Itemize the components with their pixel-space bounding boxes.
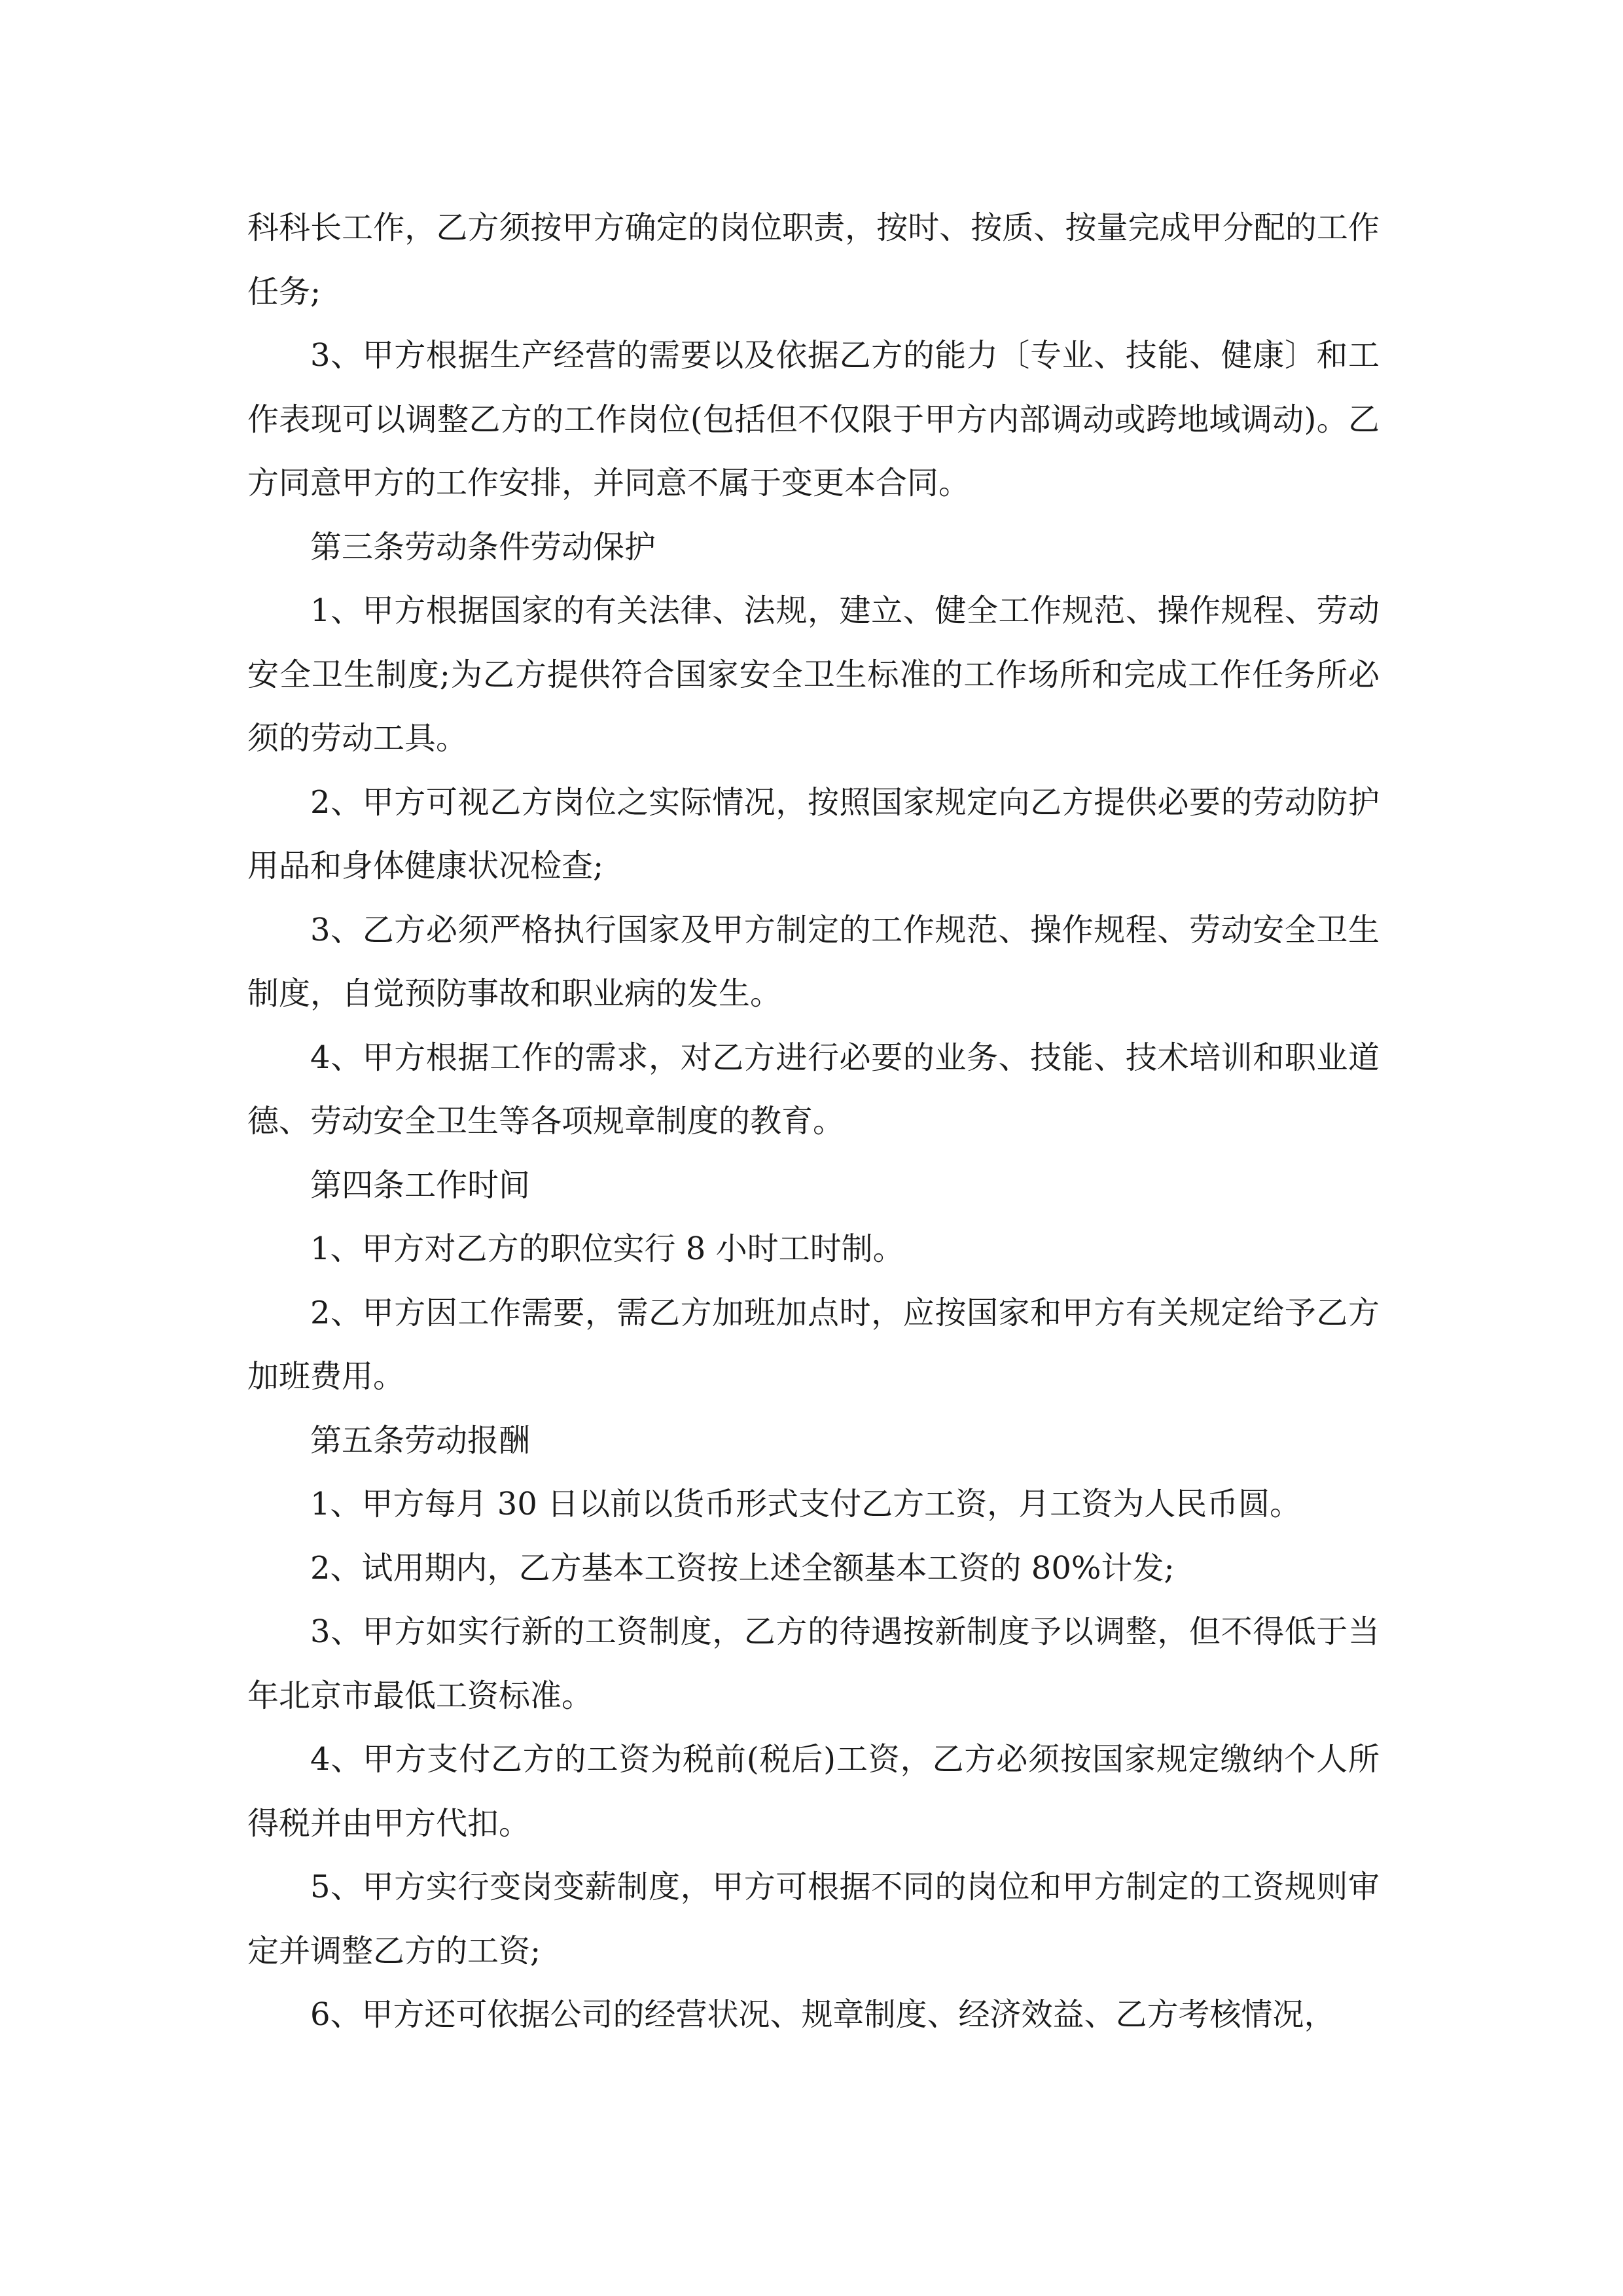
paragraph-clause-5-4: 4、甲方支付乙方的工资为税前(税后)工资，乙方必须按国家规定缴纳个人所得税并由甲方代扣。 — [247, 1741, 1380, 1842]
paragraph-clause-5-1: 1、甲方每月 30 日以前以货币形式支付乙方工资，月工资为人民币圆。 — [310, 1486, 1302, 1522]
paragraph-clause-4-1: 1、甲方对乙方的职位实行 8 小时工时制。 — [310, 1230, 904, 1267]
paragraph-clause-3-4: 4、甲方根据工作的需求，对乙方进行必要的业务、技能、技术培训和职业道德、劳动安全卫生等各项规章制度的教育。 — [247, 1039, 1380, 1139]
paragraph-clause-3-3: 3、乙方必须严格执行国家及甲方制定的工作规范、操作规程、劳动安全卫生制度，自觉预防事故和职业病的发生。 — [247, 911, 1380, 1012]
section-heading-article-5: 第五条劳动报酬 — [310, 1422, 531, 1459]
section-heading-article-3: 第三条劳动条件劳动保护 — [310, 528, 656, 565]
paragraph-clause-3-1: 1、甲方根据国家的有关法律、法规，建立、健全工作规范、操作规程、劳动安全卫生制度;为乙方提供符合国家安全卫生标准的工作场所和完成工作任务所必须的劳动工具。 — [247, 592, 1380, 757]
paragraph-clause-2-3: 3、甲方根据生产经营的需要以及依据乙方的能力〔专业、技能、健康〕和工作表现可以调整乙方的工作岗位(包括但不仅限于甲方内部调动或跨地域调动)。乙方同意甲方的工作安排，并同意不属于变更本合同。 — [247, 337, 1380, 501]
paragraph-clause-5-6: 6、甲方还可依据公司的经营状况、规章制度、经济效益、乙方考核情况， — [310, 1996, 1336, 2033]
paragraph-clause-5-2: 2、试用期内，乙方基本工资按上述全额基本工资的 80%计发; — [310, 1549, 1175, 1587]
paragraph-clause-5-5: 5、甲方实行变岗变薪制度，甲方可根据不同的岗位和甲方制定的工资规则审定并调整乙方的工资; — [247, 1869, 1380, 1969]
paragraph-clause-3-2: 2、甲方可视乙方岗位之实际情况，按照国家规定向乙方提供必要的劳动防护用品和身体健康状况检查; — [247, 783, 1380, 884]
paragraph-continuation: 科科长工作，乙方须按甲方确定的岗位职责，按时、按质、按量完成甲分配的工作任务; — [247, 209, 1380, 310]
section-heading-article-4: 第四条工作时间 — [310, 1166, 531, 1204]
paragraph-clause-4-2: 2、甲方因工作需要，需乙方加班加点时，应按国家和甲方有关规定给予乙方加班费用。 — [247, 1294, 1380, 1395]
document-body — [247, 196, 1380, 2047]
paragraph-clause-5-3: 3、甲方如实行新的工资制度，乙方的待遇按新制度予以调整，但不得低于当年北京市最低工资标准。 — [247, 1613, 1380, 1714]
